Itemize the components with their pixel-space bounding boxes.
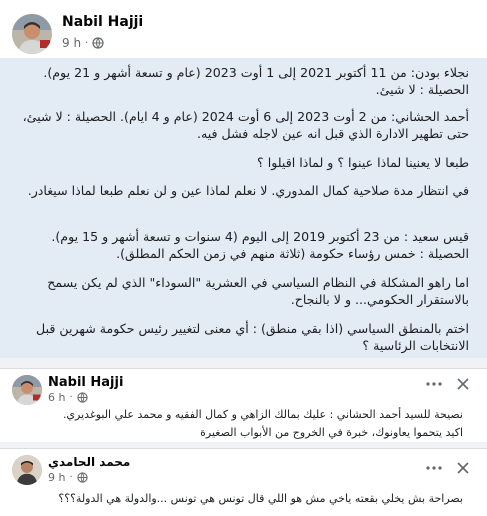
meta-separator: · bbox=[69, 472, 73, 483]
meta-separator: · bbox=[69, 392, 73, 403]
post-paragraph: طبعا لا يعنينا لماذا عينوا ؟ و لماذا اقيلوا ؟ bbox=[257, 155, 469, 170]
comment-time[interactable]: 9 h bbox=[48, 471, 66, 484]
meta-separator: · bbox=[85, 37, 89, 49]
comment-line: اكيد يتحموا يعاونوك، خبرة في الخروج من الأبواب الصغيرة bbox=[200, 426, 463, 439]
more-options-icon[interactable] bbox=[423, 373, 445, 395]
post-paragraph: اما راهو المشكلة في النظام السياسي في العشرية "السوداء" الذي لم يكن يسمح بالاستقرار الحكومي... و لا بالنجاح. bbox=[47, 275, 469, 307]
post-time[interactable]: 9 h bbox=[62, 36, 82, 50]
close-icon[interactable] bbox=[452, 457, 474, 479]
comment-card bbox=[0, 368, 487, 443]
post-paragraph: قيس سعيد : من 23 أكتوبر 2019 إلى اليوم (4 سنوات و تسعة أشهر و 15 يوم). الحصيلة : خمس رؤساء حكومة (ثلاثة منهم في زمن الحكم المطلق). bbox=[51, 229, 469, 261]
section-divider bbox=[0, 358, 487, 368]
post-paragraph: نجلاء بودن: من 11 أكتوبر 2021 إلى 1 أوت 2023 (عام و تسعة أشهر و 21 يوم). الحصيلة : لا شيئ. bbox=[43, 65, 469, 97]
globe-icon bbox=[77, 472, 88, 483]
post-text-body bbox=[0, 58, 487, 358]
post-meta bbox=[62, 36, 104, 50]
comment-meta bbox=[48, 391, 88, 404]
post-paragraph: أحمد الحشاني: من 2 أوت 2023 إلى 6 أوت 2024 (عام و 4 ايام). الحصيلة : لا شيئ، حتى تطهير الادارة الذي قبل انه عين لاجله فشل فيه. bbox=[22, 109, 469, 141]
globe-icon bbox=[92, 37, 104, 49]
commenter-avatar[interactable] bbox=[12, 455, 42, 485]
comment-time[interactable]: 6 h bbox=[48, 391, 66, 404]
comment-card bbox=[0, 448, 487, 516]
comment-author-name[interactable]: محمد الحامدي bbox=[48, 455, 131, 469]
commenter-avatar[interactable] bbox=[12, 375, 42, 405]
comment-author-name[interactable]: Nabil Hajji bbox=[48, 375, 124, 390]
close-icon[interactable] bbox=[452, 373, 474, 395]
post-header bbox=[0, 0, 487, 60]
globe-icon bbox=[77, 392, 88, 403]
comment-line: بصراحة بش يخلي بقعته ياخي مش هو اللي قال تونس هي تونس ...والدولة هي الدولة؟؟؟ bbox=[58, 492, 463, 505]
post-paragraph: في انتظار مدة صلاحية كمال المدوري. لا نعلم لماذا عين و لن نعلم طبعا لماذا سيغادر. bbox=[27, 183, 469, 198]
more-options-icon[interactable] bbox=[423, 457, 445, 479]
post-paragraph: اختم بالمنطق السياسي (اذا بقي منطق) : أي معنى لتغيير رئيس حكومة شهرين قبل الانتخابات الرئاسية ؟ bbox=[36, 321, 469, 353]
comment-line: نصيحة للسيد أحمد الحشاني : عليك بمالك الزاهي و كمال الفقيه و محمد علي البوغديري. bbox=[62, 408, 463, 421]
comment-meta bbox=[48, 471, 88, 484]
post-author-name[interactable]: Nabil Hajji bbox=[62, 14, 144, 30]
author-avatar[interactable] bbox=[12, 14, 52, 54]
